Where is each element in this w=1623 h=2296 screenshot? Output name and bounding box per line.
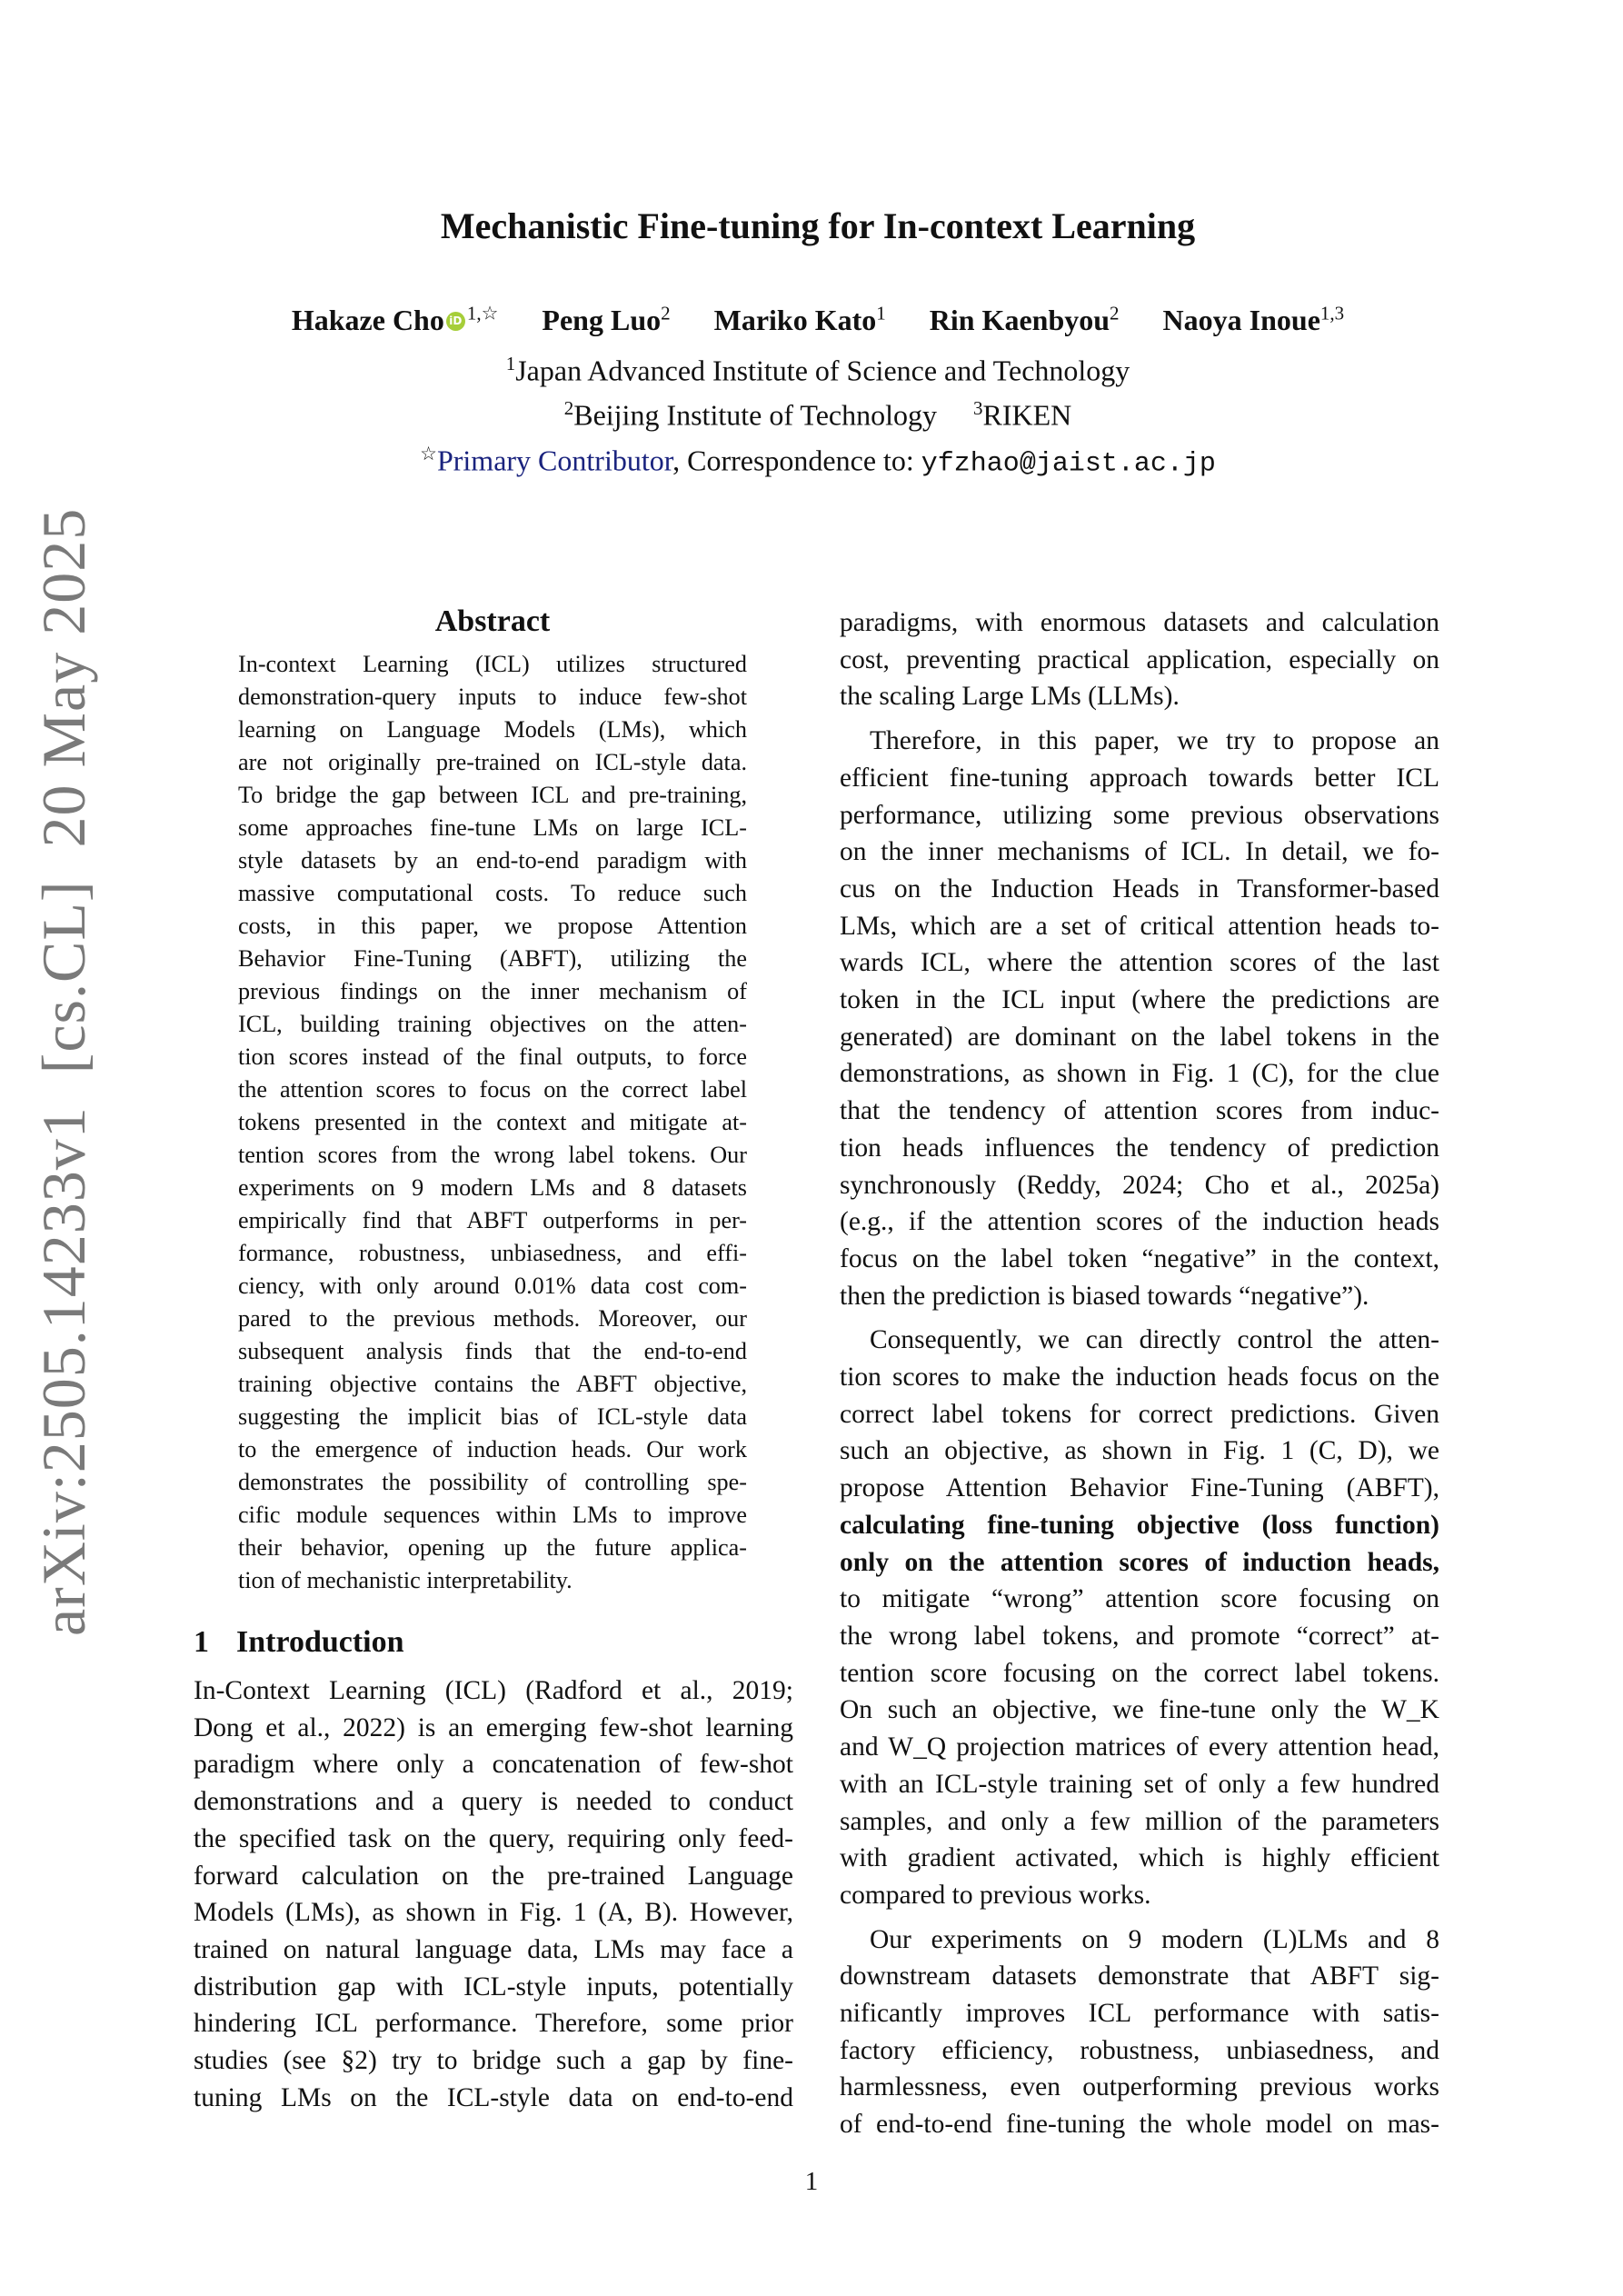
text-line: demonstrations, as shown in Fig. 1 (C), for the clue bbox=[840, 1059, 1439, 1089]
primary-contributor-link[interactable]: Primary Contributor bbox=[436, 444, 673, 477]
text-line: Our experiments on 9 modern (L)LMs and 8 bbox=[870, 1924, 1439, 1954]
orcid-icon[interactable]: iD bbox=[446, 312, 465, 331]
bold-text-line: only on the attention scores of induction heads, bbox=[840, 1547, 1439, 1577]
abstract-line: their behavior, opening up the future applica- bbox=[238, 1534, 747, 1561]
text-line: cost, preventing practical application, especially on bbox=[840, 644, 1439, 674]
text-line: On such an objective, we fine-tune only the W_K bbox=[840, 1695, 1439, 1725]
text-line: cus on the Induction Heads in Transformer-based bbox=[840, 873, 1439, 903]
text-line: token in the ICL input (where the predictions are bbox=[840, 985, 1439, 1015]
text-line: LMs, which are a set of critical attention heads to- bbox=[840, 911, 1439, 941]
abstract-line: ciency, with only around 0.01% data cost com- bbox=[238, 1273, 747, 1299]
abstract-line: costs, in this paper, we propose Attention bbox=[238, 913, 747, 939]
text-line: Therefore, in this paper, we try to propose an bbox=[870, 726, 1439, 756]
text-line: demonstrations and a query is needed to conduct bbox=[194, 1787, 793, 1817]
abstract-line: empirically find that ABFT outperforms in per- bbox=[238, 1207, 747, 1233]
abstract-line: experiments on 9 modern LMs and 8 datasets bbox=[238, 1174, 747, 1201]
arxiv-identifier: arXiv:2505.14233v1 [cs.CL] 20 May 2025 bbox=[29, 507, 98, 1636]
text-line: correct label tokens for correct predictions. Given bbox=[840, 1399, 1439, 1429]
abstract-line: are not originally pre-trained on ICL-style data. bbox=[238, 749, 747, 775]
text-line: that the tendency of attention scores from induc- bbox=[840, 1096, 1439, 1126]
text-line: the specified task on the query, requiring only feed- bbox=[194, 1823, 793, 1853]
text-line: factory efficiency, robustness, unbiasedness, and bbox=[840, 2035, 1439, 2065]
text-line: forward calculation on the pre-trained Language bbox=[194, 1861, 793, 1891]
abstract-line: pared to the previous methods. Moreover, our bbox=[238, 1305, 747, 1332]
text-line: such an objective, as shown in Fig. 1 (C, D), we bbox=[840, 1436, 1439, 1466]
text-line: distribution gap with ICL-style inputs, potentially bbox=[194, 1972, 793, 2002]
text-line: on the inner mechanisms of ICL. In detail, we fo- bbox=[840, 837, 1439, 867]
abstract-line: In-context Learning (ICL) utilizes structured bbox=[238, 651, 747, 677]
text-line: synchronously (Reddy, 2024; Cho et al., 2025a) bbox=[840, 1170, 1439, 1200]
text-line: tuning LMs on the ICL-style data on end-to-end bbox=[194, 2082, 793, 2112]
abstract-line: tion scores instead of the final outputs, to force bbox=[238, 1043, 747, 1070]
text-line: wards ICL, where the attention scores of the last bbox=[840, 948, 1439, 978]
section-heading: 1 Introduction bbox=[194, 1625, 404, 1659]
abstract-line: demonstrates the possibility of controlling spe- bbox=[238, 1469, 747, 1495]
text-line: In-Context Learning (ICL) (Radford et al., 2019; bbox=[194, 1676, 793, 1705]
text-line: paradigm where only a concatenation of few-shot bbox=[194, 1750, 793, 1780]
text-line: Consequently, we can directly control the atten- bbox=[870, 1325, 1439, 1355]
body-paragraph bbox=[840, 723, 1439, 1314]
text-line: propose Attention Behavior Fine-Tuning (ABFT), bbox=[840, 1473, 1439, 1503]
text-line: samples, and only a few million of the parameters bbox=[840, 1806, 1439, 1836]
text-line: of end-to-end fine-tuning the whole model on mas- bbox=[840, 2110, 1439, 2140]
author: Hakaze Cho iD $^{1,☆}$ bbox=[291, 302, 499, 336]
text-line: performance, utilizing some previous observations bbox=[840, 800, 1439, 830]
abstract-line: demonstration-query inputs to induce few-shot bbox=[238, 684, 747, 710]
affiliation: $^1$Japan Advanced Institute of Science and Technology bbox=[505, 352, 1130, 387]
abstract-line: tion of mechanistic interpretability. bbox=[238, 1567, 573, 1593]
abstract-line: style datasets by an end-to-end paradigm with bbox=[238, 847, 747, 873]
correspondence-line: ☆Primary Contributor, Correspondence to: yfzhao@jaist.ac.jp bbox=[420, 442, 1216, 480]
text-line: paradigms, with enormous datasets and calculation bbox=[840, 608, 1439, 637]
abstract-line: massive computational costs. To reduce such bbox=[238, 880, 747, 906]
author: Naoya Inoue$^{1,3}$ bbox=[1162, 302, 1345, 336]
body-paragraph bbox=[840, 1922, 1439, 2143]
abstract-line: To bridge the gap between ICL and pre-training, bbox=[238, 782, 747, 808]
abstract-line: tention scores from the wrong label tokens. Our bbox=[238, 1142, 747, 1168]
body-paragraph bbox=[840, 604, 1439, 715]
text-line: (e.g., if the attention scores of the induction heads bbox=[840, 1207, 1439, 1237]
text-line: focus on the label token “negative” in the context, bbox=[840, 1243, 1439, 1273]
text-line: compared to previous works. bbox=[840, 1880, 1151, 1910]
abstract-line: tokens presented in the context and mitigate at- bbox=[238, 1109, 747, 1135]
correspondence-email[interactable]: yfzhao@jaist.ac.jp bbox=[921, 448, 1216, 480]
author: Rin Kaenbyou$^2$ bbox=[929, 302, 1120, 336]
text-line: Models (LMs), as shown in Fig. 1 (A, B). However, bbox=[194, 1898, 793, 1928]
text-line: tention score focusing on the correct label tokens. bbox=[840, 1658, 1439, 1688]
text-line: trained on natural language data, LMs may face a bbox=[194, 1934, 793, 1964]
abstract-line: previous findings on the inner mechanism of bbox=[238, 978, 747, 1004]
abstract-line: suggesting the implicit bias of ICL-style data bbox=[238, 1403, 747, 1430]
author-list bbox=[136, 302, 1499, 337]
paper-header bbox=[136, 205, 1499, 484]
abstract-line: subsequent analysis finds that the end-to-end bbox=[238, 1338, 747, 1364]
abstract-line: some approaches fine-tune LMs on large ICL- bbox=[238, 814, 747, 841]
author: Mariko Kato$^1$ bbox=[713, 302, 886, 336]
author: Peng Luo$^2$ bbox=[542, 302, 671, 336]
text-line: the wrong label tokens, and promote “correct” at- bbox=[840, 1621, 1439, 1651]
abstract-line: Behavior Fine-Tuning (ABFT), utilizing the bbox=[238, 945, 747, 972]
abstract-text bbox=[238, 648, 747, 1597]
abstract-line: to the emergence of induction heads. Our work bbox=[238, 1436, 747, 1462]
text-line: generated) are dominant on the label tokens in the bbox=[840, 1022, 1439, 1052]
page-number: 1 bbox=[804, 2167, 819, 2196]
text-line: Dong et al., 2022) is an emerging few-shot learning bbox=[194, 1712, 793, 1742]
abstract-line: the attention scores to focus on the correct label bbox=[238, 1076, 747, 1103]
text-line: with gradient activated, which is highly efficient bbox=[840, 1843, 1439, 1873]
text-line: downstream datasets demonstrate that ABFT sig- bbox=[840, 1962, 1439, 1992]
text-line: with an ICL-style training set of only a few hundred bbox=[840, 1769, 1439, 1799]
abstract-line: formance, robustness, unbiasedness, and effi- bbox=[238, 1240, 747, 1266]
text-line: to mitigate “wrong” attention score focusing on bbox=[840, 1584, 1439, 1614]
abstract-line: ICL, building training objectives on the atten- bbox=[238, 1011, 747, 1037]
text-line: tion heads influences the tendency of prediction bbox=[840, 1133, 1439, 1163]
text-line: harmlessness, even outperforming previous works bbox=[840, 2072, 1439, 2102]
abstract-line: learning on Language Models (LMs), which bbox=[238, 716, 747, 743]
text-line: tion scores to make the induction heads focus on the bbox=[840, 1363, 1439, 1393]
introduction-section bbox=[194, 1625, 793, 2116]
text-line: hindering ICL performance. Therefore, some prior bbox=[194, 2009, 793, 2039]
right-column bbox=[840, 604, 1439, 2143]
paper-title: Mechanistic Fine-tuning for In-context Learning bbox=[440, 205, 1196, 246]
text-line: and W_Q projection matrices of every attention head, bbox=[840, 1732, 1439, 1762]
intro-paragraph bbox=[194, 1672, 793, 2116]
abstract-line: cific module sequences within LMs to improve bbox=[238, 1502, 747, 1528]
bold-text-line: calculating fine-tuning objective (loss function) bbox=[840, 1510, 1439, 1540]
affiliation: $^2$Beijing Institute of Technology $^3$RIKEN bbox=[563, 397, 1072, 432]
abstract-heading: Abstract bbox=[434, 604, 551, 638]
text-line: studies (see §2) try to bridge such a gap by fine- bbox=[194, 2046, 793, 2076]
abstract-section bbox=[238, 604, 747, 1597]
text-line: efficient fine-tuning approach towards better ICL bbox=[840, 763, 1439, 793]
abstract-line: training objective contains the ABFT objective, bbox=[238, 1371, 747, 1397]
text-line: nificantly improves ICL performance with satis- bbox=[840, 1999, 1439, 2029]
body-paragraph bbox=[840, 1322, 1439, 1913]
text-line: the scaling Large LMs (LLMs). bbox=[840, 682, 1180, 712]
text-line: then the prediction is biased towards “negative”). bbox=[840, 1281, 1369, 1311]
